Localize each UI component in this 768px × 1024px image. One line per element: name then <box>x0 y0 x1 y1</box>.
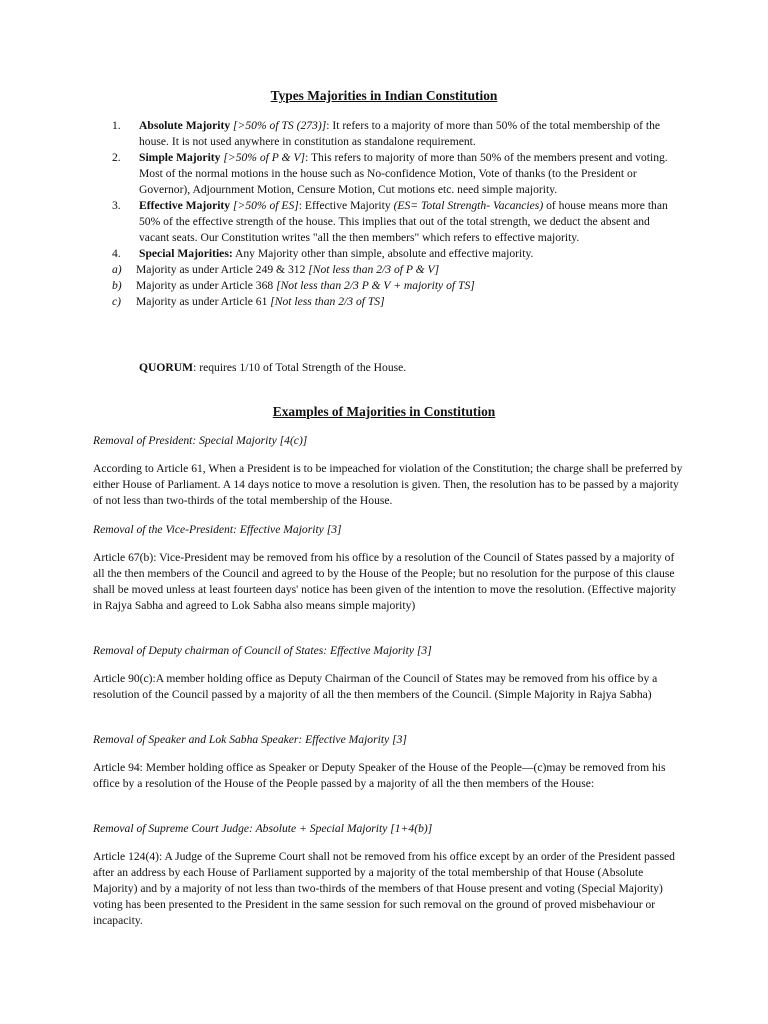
sub-text: Majority as under Article 61 <box>136 295 271 308</box>
example-heading-supreme-court-judge: Removal of Supreme Court Judge: Absolute + Special Majority [1+4(b)] <box>93 822 433 835</box>
list-item-absolute-majority <box>112 118 672 150</box>
sub-letter: c) <box>112 295 122 308</box>
sub-note: [Not less than 2/3 of P & V] <box>308 263 440 276</box>
list-number: 1. <box>112 119 121 132</box>
example-body-president: According to Article 61, When a President is to be impeached for violation of the Constitution; the charge shall be preferred by either House of Parliament. A 14 days notice to move a resolution is given. Then, the resolution has to be passed by a majority of not less than two-thirds of the total membership of the House. <box>93 462 683 507</box>
term-description: Any Majority other than simple, absolute and effective majority. <box>232 247 534 260</box>
list-item-simple-majority <box>112 150 672 198</box>
special-majority-item-c <box>112 294 672 310</box>
term-name: Absolute Majority <box>139 119 231 132</box>
sub-note: [Not less than 2/3 of TS] <box>270 295 385 308</box>
term-description: of house means more than 50% of the effective strength of the house. This implies that out of the total strength, we deduct the absent and vacant seats. Our Constitution writes "all the then members" which refers to effective majority. <box>139 199 668 244</box>
quorum-label: QUORUM <box>139 361 194 374</box>
example-body-deputy-chairman: Article 90(c):A member holding office as Deputy Chairman of the Council of States may be removed from his office by a resolution of the Council passed by a majority of all the then members of the Council. (Simple Majority in Rajya Sabha) <box>93 672 658 701</box>
examples-title: Examples of Majorities in Constitution <box>272 404 496 419</box>
list-item-special-majorities <box>112 246 672 262</box>
term-note: (ES= Total Strength- Vacancies) <box>393 199 544 212</box>
quorum-line <box>139 360 406 376</box>
term-formula: [>50% of P & V] <box>220 151 306 164</box>
example-heading-deputy-chairman: Removal of Deputy chairman of Council of States: Effective Majority [3] <box>93 644 432 657</box>
list-item-effective-majority <box>112 198 672 246</box>
document-title: Types Majorities in Indian Constitution <box>270 88 498 103</box>
list-number: 4. <box>112 247 121 260</box>
example-heading-vice-president: Removal of the Vice-President: Effective Majority [3] <box>93 523 342 536</box>
term-description-pre: : Effective Majority <box>298 199 394 212</box>
sub-text: Majority as under Article 249 & 312 <box>136 263 309 276</box>
special-majority-item-a <box>112 262 672 278</box>
term-description: : It refers to a majority of more than 50% of the total membership of the house. It is not used anywhere in constitution as standalone requirement. <box>139 119 661 148</box>
list-number: 2. <box>112 151 121 164</box>
term-formula: [>50% of ES] <box>230 199 299 212</box>
example-body-vice-president: Article 67(b): Vice-President may be removed from his office by a resolution of the Council of States passed by a majority of all the then members of the Council and agreed to by the House of the People; but no resolution for the purpose of this clause shall be moved unless at least fourteen days' notice has been given of the intention to move the resolution. (Effective majority in Rajya Sabha and agreed to Lok Sabha also means simple majority) <box>93 551 677 612</box>
majority-types-list <box>112 118 672 310</box>
example-heading-president: Removal of President: Special Majority [4(c)] <box>93 434 308 447</box>
example-body-supreme-court-judge: Article 124(4): A Judge of the Supreme Court shall not be removed from his office except by an order of the President passed after an address by each House of Parliament supported by a majority of the total membership of that House (Absolute Majority) and by a majority of not less than two-thirds of the members of that House present and voting (Special Majority) voting has been presented to the President in the same session for such removal on the ground of proved misbehaviour or incapacity. <box>93 850 675 927</box>
sub-letter: b) <box>112 279 122 292</box>
term-name: Special Majorities: <box>139 247 233 260</box>
term-name: Simple Majority <box>139 151 221 164</box>
term-description: : This refers to majority of more than 50% of the members present and voting. Most of the normal motions in the house such as No-confidence Motion, Vote of thanks (to the President or Governor), Adjournment Motion, Censure Motion, Cut motions etc. need simple majority. <box>139 151 668 196</box>
sub-note: [Not less than 2/3 P & V + majority of TS] <box>276 279 475 292</box>
sub-text: Majority as under Article 368 <box>136 279 277 292</box>
example-heading-speaker: Removal of Speaker and Lok Sabha Speaker: Effective Majority [3] <box>93 733 407 746</box>
list-number: 3. <box>112 199 121 212</box>
term-formula: [>50% of TS (273)] <box>230 119 327 132</box>
sub-letter: a) <box>112 263 122 276</box>
special-majority-item-b <box>112 278 672 294</box>
term-name: Effective Majority <box>139 199 231 212</box>
quorum-text: : requires 1/10 of Total Strength of the House. <box>193 361 407 374</box>
example-body-speaker: Article 94: Member holding office as Speaker or Deputy Speaker of the House of the People—(c)may be removed from his office by a resolution of the House of the People passed by a majority of all the then members of the House: <box>93 761 666 790</box>
